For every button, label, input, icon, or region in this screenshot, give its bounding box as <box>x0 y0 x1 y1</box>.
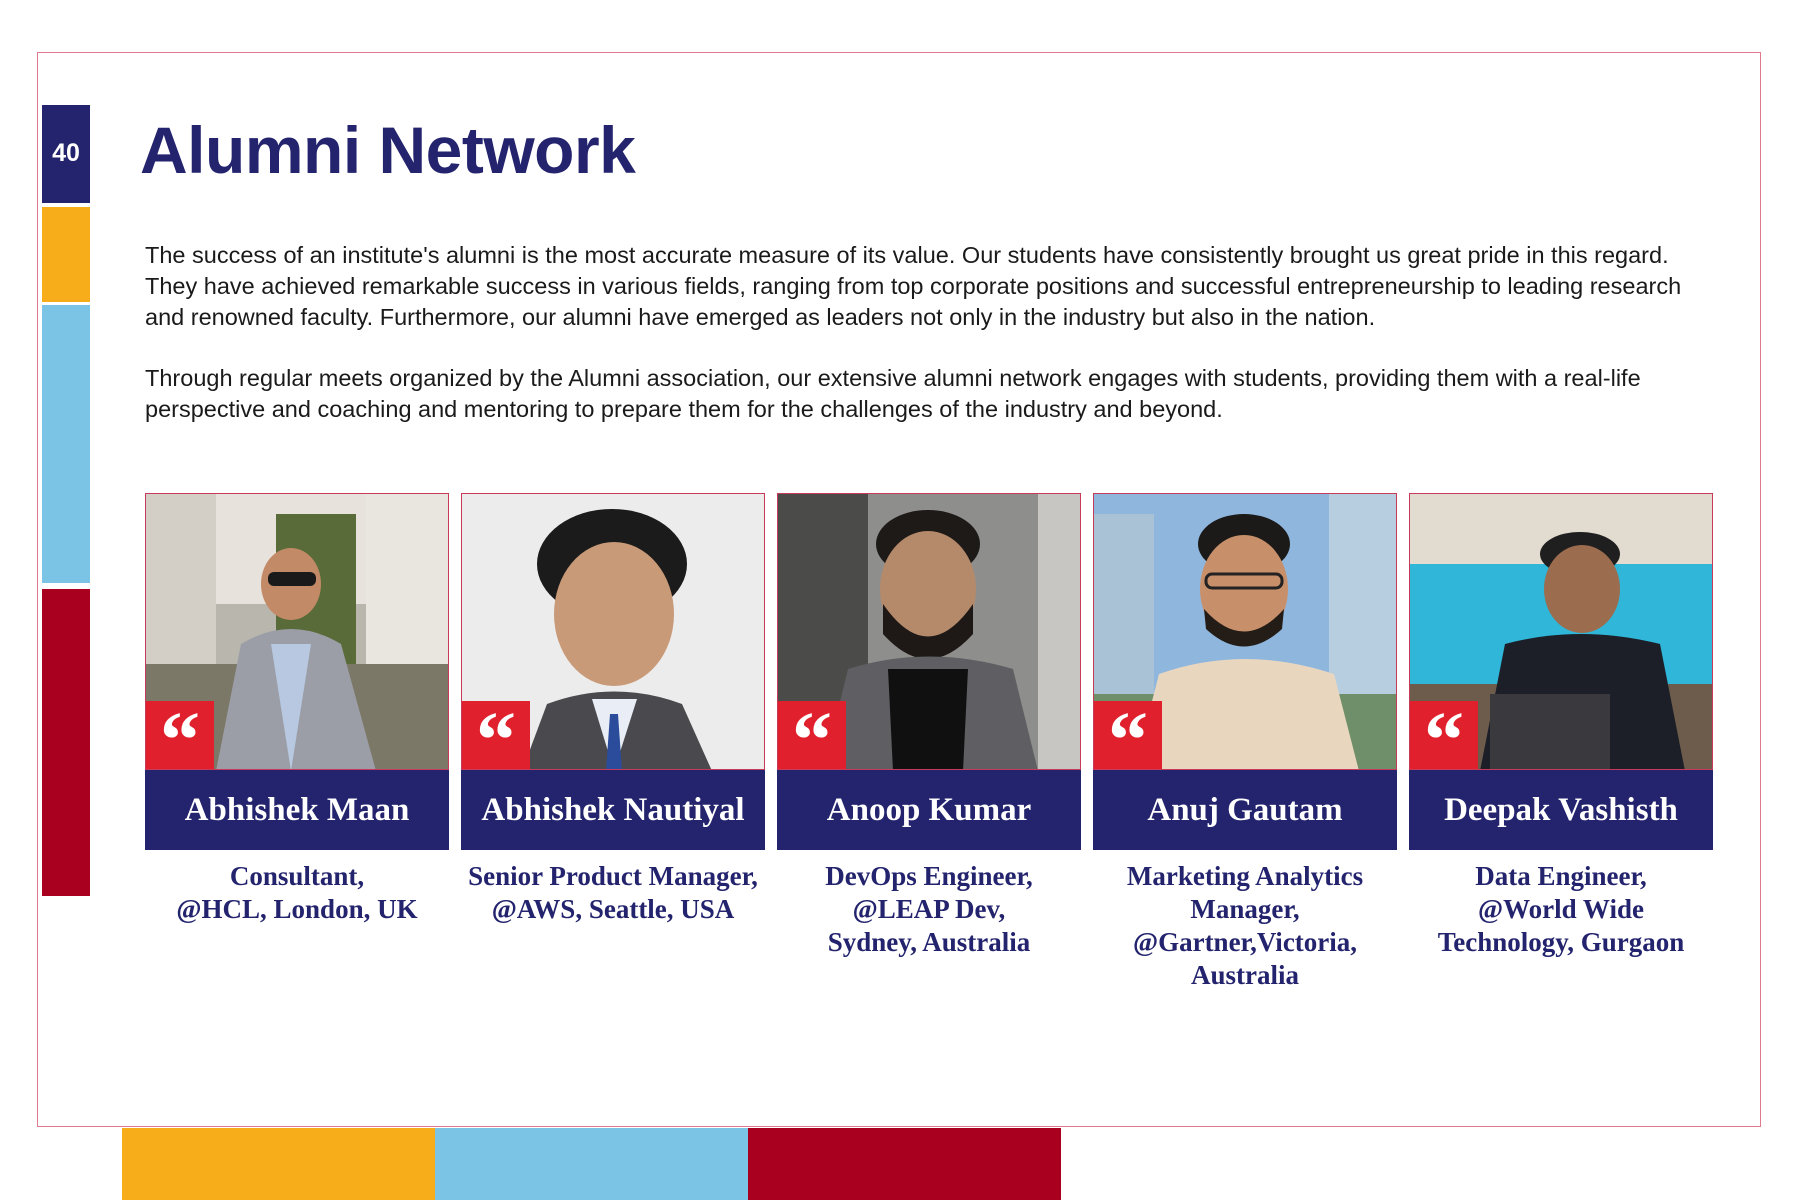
alumni-role: DevOps Engineer, @LEAP Dev, Sydney, Australia <box>825 861 1033 957</box>
accent-strip-red <box>42 589 90 896</box>
alumni-card <box>1093 493 1397 992</box>
intro-paragraph-1: The success of an institute's alumni is the most accurate measure of its value. Our students have consistently brought us great pride in this regard. They have achieved remarkable success in various fields, ranging from top corporate positions and successful entrepreneurship to leading research and renowned faculty. Furthermore, our alumni have emerged as leaders not only in the industry but also in the nation. <box>145 242 1682 330</box>
alumni-photo <box>1093 493 1397 770</box>
alumni-name: Anoop Kumar <box>777 770 1081 850</box>
quote-icon <box>1410 701 1478 769</box>
alumni-name: Abhishek Nautiyal <box>461 770 765 850</box>
alumni-photo <box>461 493 765 770</box>
quote-icon <box>778 701 846 769</box>
accent-strip-sky <box>42 305 90 583</box>
footer-bar-red <box>748 1128 1061 1200</box>
alumni-photo <box>145 493 449 770</box>
quote-icon <box>462 701 530 769</box>
alumni-name: Deepak Vashisth <box>1409 770 1713 850</box>
footer-bar-sky <box>435 1128 748 1200</box>
alumni-card <box>1409 493 1713 959</box>
quote-icon <box>146 701 214 769</box>
quote-icon <box>1094 701 1162 769</box>
alumni-role: Data Engineer, @World Wide Technology, Gurgaon <box>1437 861 1685 957</box>
alumni-card <box>461 493 765 926</box>
svg-text:“: “ <box>792 701 832 769</box>
alumni-card <box>777 493 1081 959</box>
page-title: Alumni Network <box>140 113 636 187</box>
svg-text:“: “ <box>1108 701 1148 769</box>
alumni-card <box>145 493 449 926</box>
footer-bar-gold <box>122 1128 435 1200</box>
alumni-role: Senior Product Manager, @AWS, Seattle, USA <box>468 861 758 924</box>
alumni-name: Anuj Gautam <box>1093 770 1397 850</box>
alumni-photo <box>1409 493 1713 770</box>
accent-strip-gold <box>42 207 90 302</box>
alumni-role: Consultant, @HCL, London, UK <box>176 861 418 924</box>
svg-text:“: “ <box>160 701 200 769</box>
alumni-role: Marketing Analytics Manager, @Gartner,Victoria, Australia <box>1126 861 1364 990</box>
alumni-name: Abhishek Maan <box>145 770 449 850</box>
svg-text:“: “ <box>476 701 516 769</box>
svg-text:“: “ <box>1424 701 1464 769</box>
page-number-tab <box>42 105 90 203</box>
page-number: 40 <box>52 139 80 167</box>
intro-paragraph-2: Through regular meets organized by the Alumni association, our extensive alumni network engages with students, providing them with a real-life perspective and coaching and mentoring to prepare them for the challenges of the industry and beyond. <box>145 365 1641 422</box>
alumni-photo <box>777 493 1081 770</box>
